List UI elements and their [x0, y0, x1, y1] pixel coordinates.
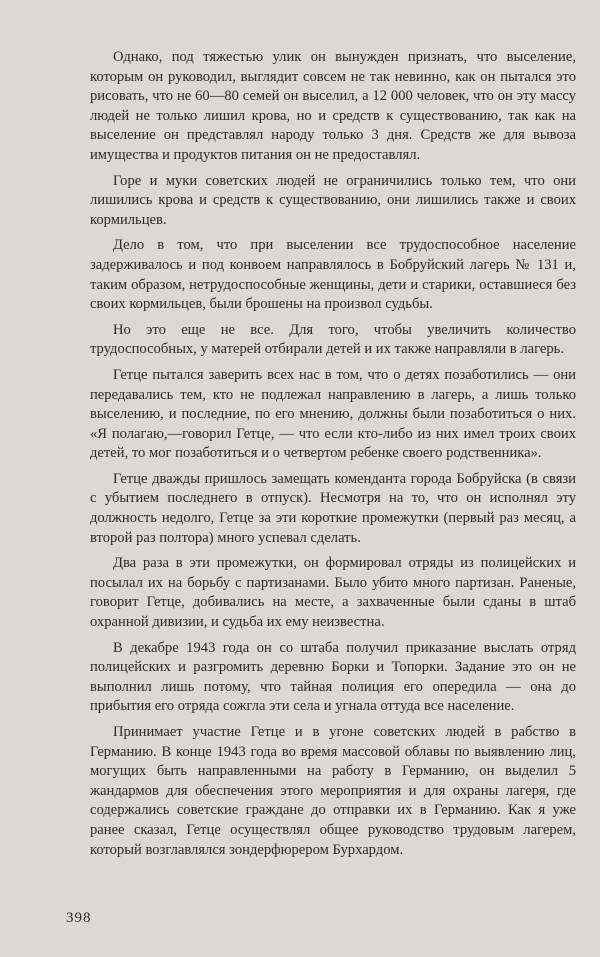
paragraph-4: Но это еще не все. Для того, чтобы увеличить количество трудоспособных, у матерей отбирали детей и их также направляли в лагерь.: [90, 321, 576, 358]
paragraph-6: Гетце дважды пришлось замещать коменданта города Бобруйска (в связи с убытием последнего в отпуск). Несмотря на то, что он исполнял эту должность недолго, Гетце за эти короткие промежутки (первый раз месяц, а второй раз полтора) много успевал сделать.: [90, 470, 576, 546]
paragraph-5: Гетце пытался заверить всех нас в том, что о детях позаботились — они передавались тем, кто не подлежал направлению в лагерь, а лишь только выселению, и последние, по его мнению, должны были позаботиться о них. «Я полагаю,—говорил Гетце, — что если кто-либо из них имел троих своих детей, то мог позаботиться и о четвертом ребенке своего родственника».: [90, 366, 576, 462]
paragraph-8: В декабре 1943 года он со штаба получил приказание выслать отряд полицейских и разгромить деревню Борки и Топорки. Задание это он не выполнил лишь потому, что тайная полиция его опередила — она до прибытия его отряда сожгла эти села и угнала оттуда все население.: [90, 639, 576, 715]
paragraph-3: Дело в том, что при выселении все трудоспособное население задерживалось и под конвоем направлялось в Бобруйский лагерь № 131 и, таким образом, нетрудоспособные женщины, дети и старики, оставшиеся без своих кормильцев, были брошены на произвол судьбы.: [90, 237, 576, 313]
page-number: 398: [66, 910, 92, 926]
paragraph-2: Горе и муки советских людей не ограничились только тем, что они лишились крова и средств к существованию, они лишились также и своих кормильцев.: [90, 172, 576, 228]
paragraph-9: Принимает участие Гетце и в угоне советских людей в рабство в Германию. В конце 1943 года во время массовой облавы по выявлению лиц, могущих быть направленными на работу в Германию, он выделил 5 жандармов для обеспечения этого мероприятия и для охраны лагеря, где содержались советские граждане до отправки их в Германию. Как я уже ранее сказал, Гетце осуществлял общее руководство трудовым лагерем, который возглавлялся зондерфюрером Бурхардом.: [90, 724, 576, 858]
text-block: [90, 48, 576, 866]
paragraph-7: Два раза в эти промежутки, он формировал отряды из полицейских и посылал их на борьбу с партизанами. Было убито много партизан. Раненые, говорит Гетце, добивались на месте, а захваченные были сданы в штаб охранной дивизии, и судьба их ему неизвестна.: [90, 555, 576, 631]
paragraph-1: Однако, под тяжестью улик он вынужден признать, что выселение, которым он руководил, выглядит совсем не так невинно, как он пытался это рисовать, что не 60—80 семей он выселил, а 12 000 человек, что он эту массу людей не только лишил крова, но и средств к существованию, так как на выселение он представлял народу только 3 дня. Средств же для вывоза имущества и продуктов питания он не предоставлял.: [90, 49, 576, 163]
